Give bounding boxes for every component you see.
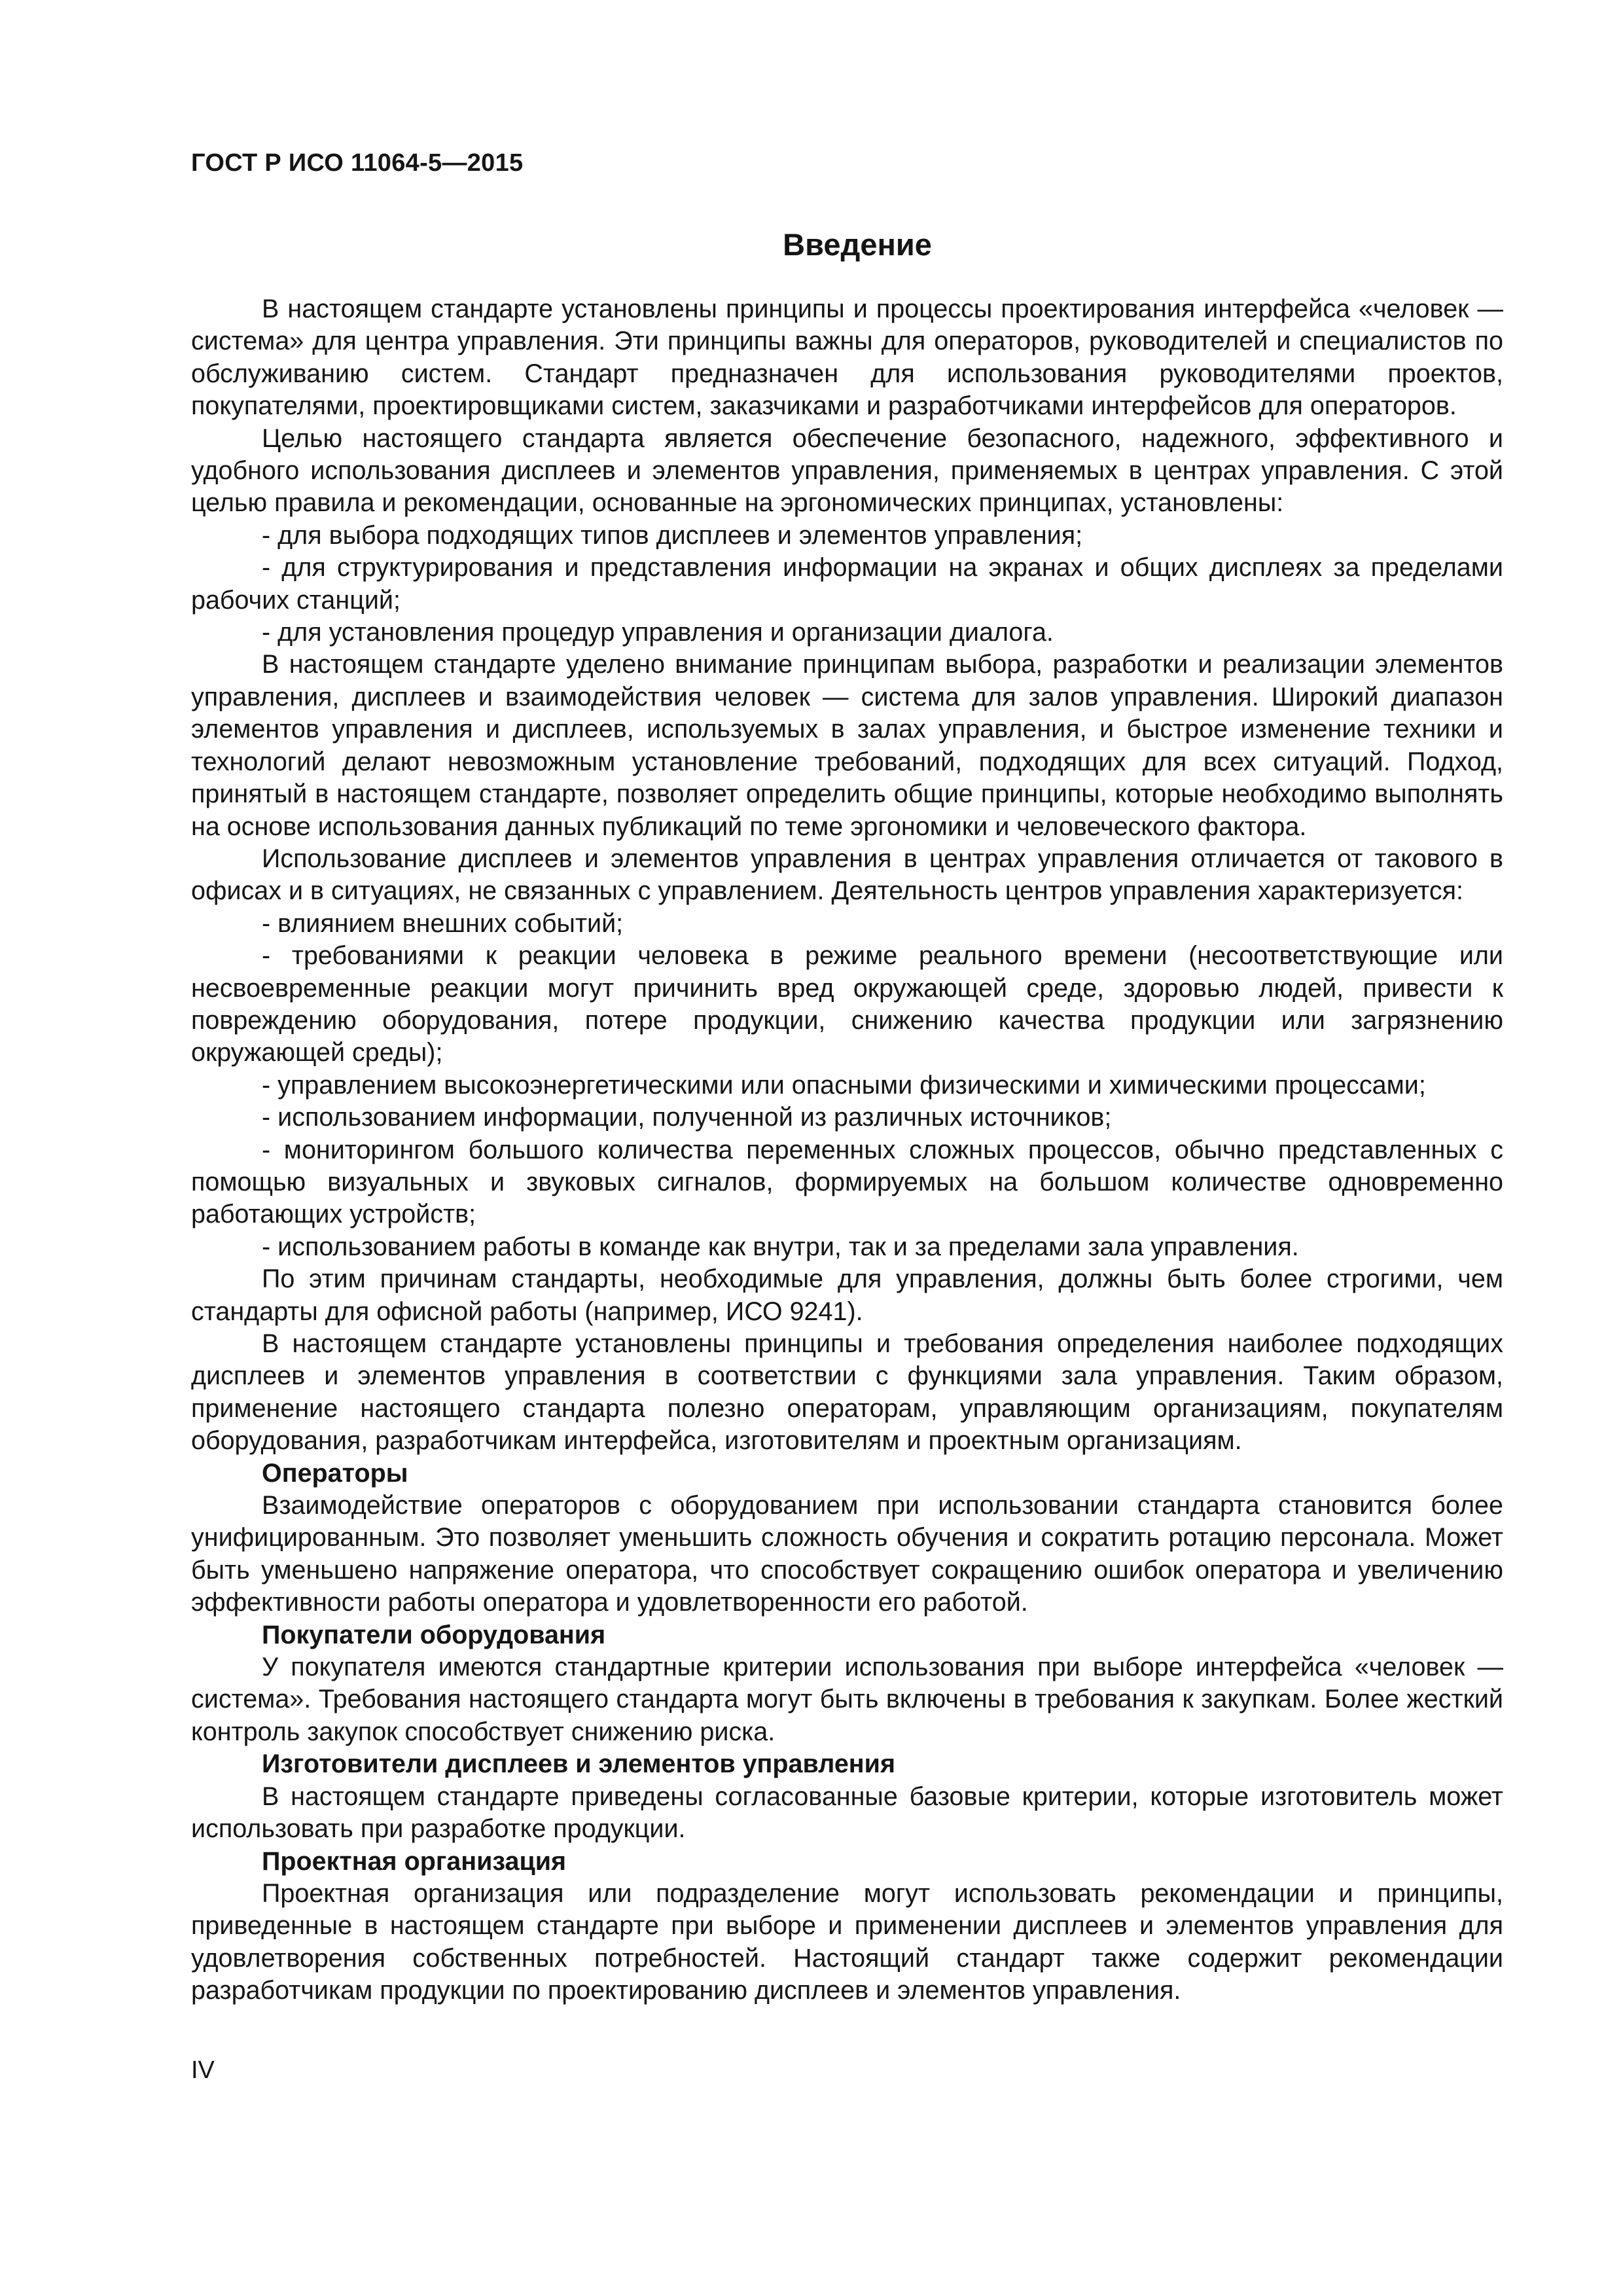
body-text bbox=[191, 293, 1503, 2007]
section-title: Введение bbox=[783, 227, 932, 262]
paragraph: - управлением высокоэнергетическими или опасными физическими и химическими процессами; bbox=[262, 1070, 1426, 1100]
paragraph: - требованиями к реакции человека в режиме реального времени (несоответствующие или несвоевременные реакции могут причинить вред окружающей среде, здоровью людей, привести к повреждению оборудования, потере продукции, снижению качества продукции или загрязнению окружающей среды); bbox=[191, 941, 1503, 1067]
paragraph: Целью настоящего стандарта является обеспечение безопасного, надежного, эффективного и удобного использования дисплеев и элементов управления, применяемых в центрах управления. С этой целью правила и рекомендации, основанные на эргономических принципах, установлены: bbox=[191, 423, 1503, 518]
document-header: ГОСТ Р ИСО 11064-5—2015 bbox=[191, 149, 524, 177]
subheading: Проектная организация bbox=[262, 1846, 567, 1876]
paragraph: - использованием работы в команде как внутри, так и за пределами зала управления. bbox=[262, 1232, 1299, 1261]
subheading: Операторы bbox=[262, 1458, 408, 1488]
paragraph: По этим причинам стандарты, необходимые для управления, должны быть более строгими, чем стандарты для офисной работы (например, ИСО 9241). bbox=[191, 1265, 1503, 1326]
paragraph: - влиянием внешних событий; bbox=[262, 908, 624, 938]
paragraph: Взаимодействие операторов с оборудованием при использовании стандарта становится более унифицированным. Это позволяет уменьшить сложность обучения и сократить ротацию персонала. Может быть уменьшено напряжение оператора, что способствует сокращению ошибок оператора и увеличению эффективности работы оператора и удовлетворенности его работой. bbox=[191, 1491, 1503, 1617]
paragraph: - для структурирования и представления информации на экранах и общих дисплеях за пределами рабочих станций; bbox=[191, 553, 1503, 615]
paragraph: В настоящем стандарте приведены согласованные базовые критерии, которые изготовитель может использовать при разработке продукции. bbox=[191, 1782, 1503, 1844]
page-number: IV bbox=[191, 2056, 215, 2084]
subheading: Изготовители дисплеев и элементов управления bbox=[262, 1749, 896, 1779]
paragraph: В настоящем стандарте установлены принципы и процессы проектирования интерфейса «человек — система» для центра управления. Эти принципы важны для операторов, руководителей и специалистов по обслуживанию систем. Стандарт предназначен для использования руководителями проектов, покупателями, проектировщиками систем, заказчиками и разработчиками интерфейсов для операторов. bbox=[191, 295, 1503, 421]
paragraph: Использование дисплеев и элементов управления в центрах управления отличается от такового в офисах и в ситуациях, не связанных с управлением. Деятельность центров управления характеризуется: bbox=[191, 844, 1503, 906]
paragraph: Проектная организация или подразделение могут использовать рекомендации и принципы, приведенные в настоящем стандарте при выборе и применении дисплеев и элементов управления для удовлетворения собственных потребностей. Настоящий стандарт также содержит рекомендации разработчикам продукции по проектированию дисплеев и элементов управления. bbox=[191, 1878, 1503, 2005]
paragraph: - мониторингом большого количества переменных сложных процессов, обычно представленных с помощью визуальных и звуковых сигналов, формируемых на большом количестве одновременно работающих устройств; bbox=[191, 1135, 1503, 1229]
paragraph: У покупателя имеются стандартные критерии использования при выборе интерфейса «человек — система». Требования настоящего стандарта могут быть включены в требования к закупкам. Более жесткий контроль закупок способствует снижению риска. bbox=[191, 1653, 1503, 1746]
paragraph: - для выбора подходящих типов дисплеев и элементов управления; bbox=[262, 520, 1083, 550]
paragraph: В настоящем стандарте установлены принципы и требования определения наиболее подходящих дисплеев и элементов управления в соответствии с функциями зала управления. Таким образом, применение настоящего стандарта полезно операторам, управляющим организациям, покупателям оборудования, разработчикам интерфейса, изготовителям и проектным организациям. bbox=[191, 1329, 1503, 1456]
paragraph: - для установления процедур управления и организации диалога. bbox=[262, 618, 1054, 647]
subheading: Покупатели оборудования bbox=[262, 1620, 606, 1649]
paragraph: - использованием информации, полученной из различных источников; bbox=[262, 1103, 1112, 1132]
paragraph: В настоящем стандарте уделено внимание принципам выбора, разработки и реализации элементов управления, дисплеев и взаимодействия человек — система для залов управления. Широкий диапазон элементов управления и дисплеев, используемых в залах управления, и быстрое изменение техники и технологий делают невозможным установление требований, подходящих для всех ситуаций. Подход, принятый в настоящем стандарте, позволяет определить общие принципы, которые необходимо выполнять на основе использования данных публикаций по теме эргономики и человеческого фактора. bbox=[191, 650, 1503, 841]
